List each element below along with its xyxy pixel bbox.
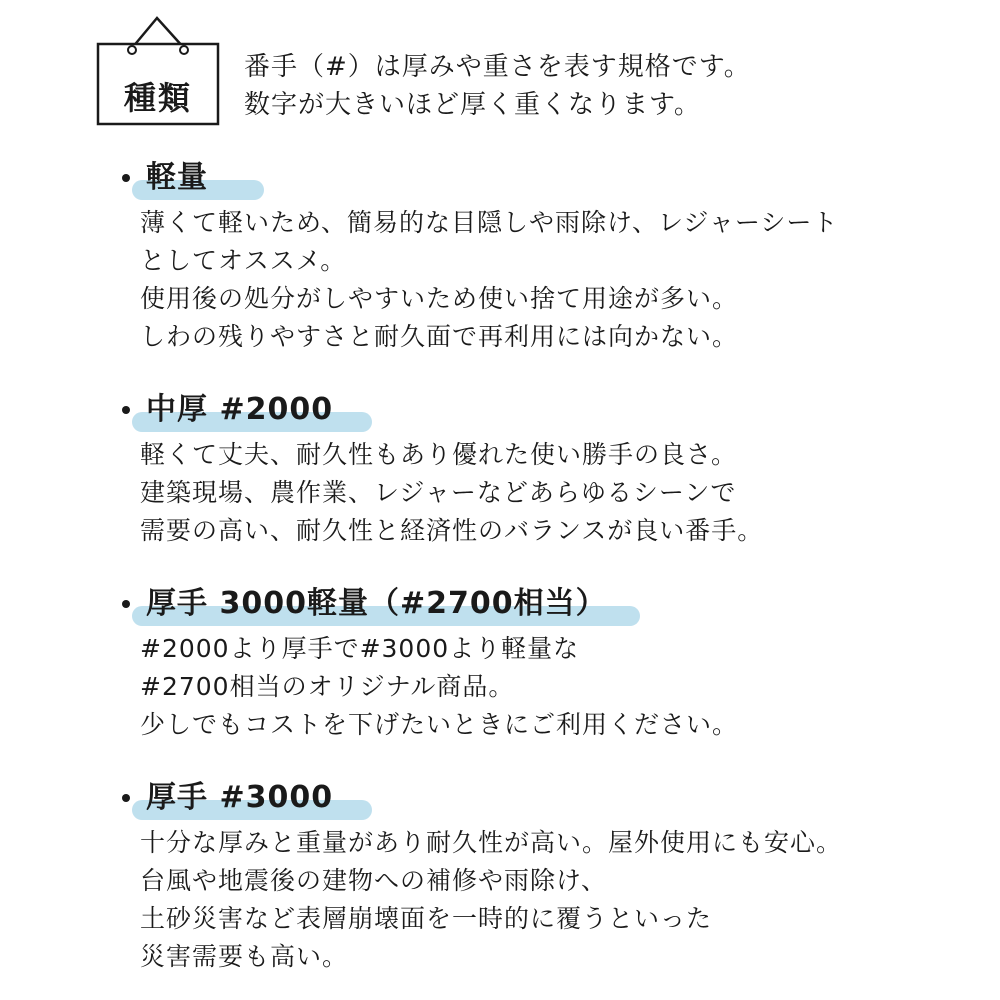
body-line: 土砂災害など表層崩壊面を一時的に覆うといった (140, 904, 713, 933)
section-lightweight (122, 160, 839, 356)
section-thick-3000 (122, 780, 843, 976)
bullet-icon (122, 600, 130, 608)
section-body (140, 436, 763, 550)
body-line: #2700相当のオリジナル商品。 (140, 672, 515, 701)
body-line: 需要の高い、耐久性と経済性のバランスが良い番手。 (140, 516, 764, 545)
bullet-icon (122, 406, 130, 414)
section-heading (122, 392, 745, 436)
intro-text (244, 48, 751, 124)
body-line: 十分な厚みと重量があり耐久性が高い。屋外使用にも安心。 (140, 828, 843, 857)
section-title: 中厚 #2000 (146, 392, 334, 427)
body-line: 軽くて丈夫、耐久性もあり優れた使い勝手の良さ。 (140, 440, 738, 469)
section-title: 厚手 3000軽量（#2700相当） (146, 586, 607, 621)
body-line: 少しでもコストを下げたいときにご利用ください。 (140, 710, 739, 739)
section-heading (122, 586, 720, 630)
sign-label: 種類 (123, 79, 192, 117)
body-line: 建築現場、農作業、レジャーなどあらゆるシーンで (140, 478, 737, 507)
intro-line: 数字が大きいほど厚く重くなります。 (244, 90, 701, 120)
body-line: 薄くて軽いため、簡易的な目隠しや雨除け、レジャーシート (140, 208, 839, 237)
body-line: #2000より厚手で#3000より軽量な (140, 634, 580, 663)
section-heading (122, 780, 824, 824)
section-medium-2000 (122, 392, 764, 550)
section-thick-3000-light (122, 586, 739, 744)
section-heading (122, 160, 820, 204)
section-title: 厚手 #3000 (146, 780, 334, 815)
body-line: 台風や地震後の建物への補修や雨除け、 (140, 866, 608, 895)
category-sign (96, 14, 220, 126)
intro-line: 番手（#）は厚みや重さを表す規格です。 (244, 52, 751, 82)
body-line: 使用後の処分がしやすいため使い捨て用途が多い。 (140, 284, 739, 313)
body-line: しわの残りやすさと耐久面で再利用には向かない。 (140, 322, 739, 351)
bullet-icon (122, 794, 130, 802)
bullet-icon (122, 174, 130, 182)
section-body (140, 630, 738, 744)
section-title: 軽量 (146, 160, 208, 195)
section-body (140, 824, 842, 976)
body-line: としてオススメ。 (140, 246, 347, 275)
body-line: 災害需要も高い。 (140, 942, 349, 971)
section-body (140, 204, 838, 356)
